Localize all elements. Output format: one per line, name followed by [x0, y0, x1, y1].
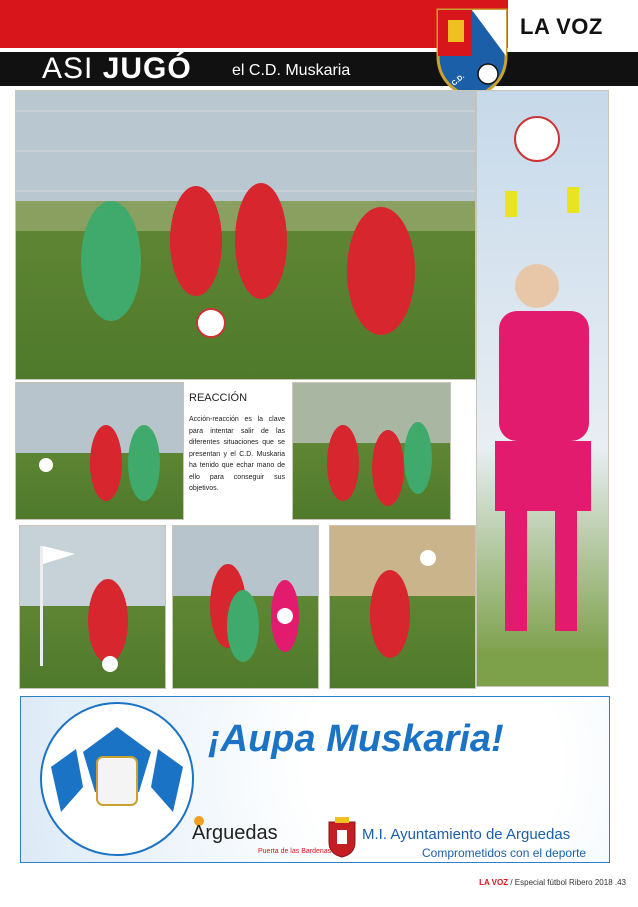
- ad-slogan: ¡Aupa Muskaria!: [208, 718, 504, 760]
- photo-bottom-3: [329, 525, 476, 689]
- photo-small-1-art: [16, 383, 183, 519]
- photo-bottom-1: [19, 525, 166, 689]
- caption-heading: REACCIÓN: [189, 392, 248, 404]
- arguedas-tagline: Puerta de las Bardenas: [258, 848, 332, 855]
- page-footer: LA VOZ / Especial fútbol Ribero 2018 .43: [479, 878, 626, 887]
- goalkeeper-art: [477, 91, 608, 686]
- goalkeeper-photo: [476, 90, 609, 687]
- main-photo-art: [16, 91, 475, 379]
- title-bar: [0, 52, 638, 86]
- ayuntamiento-tagline: Comprometidos con el deporte: [422, 846, 587, 860]
- photo-small-1: [15, 382, 184, 520]
- photo-small-2-art: [293, 383, 450, 519]
- page-title: ASI JUGÓ: [42, 52, 192, 85]
- photo-bottom-1-art: [20, 526, 165, 688]
- caption-body: Acción-reacción es la clave para intentar salir de las diferentes situaciones que se presentan y el C.D. Muskaria ha tenido que echar mano de ello para conseguir sus objetivos.: [189, 416, 285, 492]
- main-action-photo: [15, 90, 476, 380]
- photo-bottom-2: [172, 525, 319, 689]
- ayuntamiento-name: M.I. Ayuntamiento de Arguedas: [362, 826, 571, 843]
- brand-label: LA VOZ: [520, 14, 603, 39]
- arguedas-shield-icon: [327, 816, 357, 858]
- club-crest-icon: [432, 6, 512, 100]
- arguedas-logo-text: Arguedas: [192, 822, 278, 844]
- photo-small-2: [292, 382, 451, 520]
- top-red-bar: [0, 0, 638, 48]
- photo-bottom-3-art: [330, 526, 475, 688]
- photo-bottom-2-art: [173, 526, 318, 688]
- caption-block: [189, 392, 285, 495]
- svg-text:C.D.: C.D.: [450, 73, 467, 88]
- page-subtitle: el C.D. Muskaria: [232, 62, 351, 79]
